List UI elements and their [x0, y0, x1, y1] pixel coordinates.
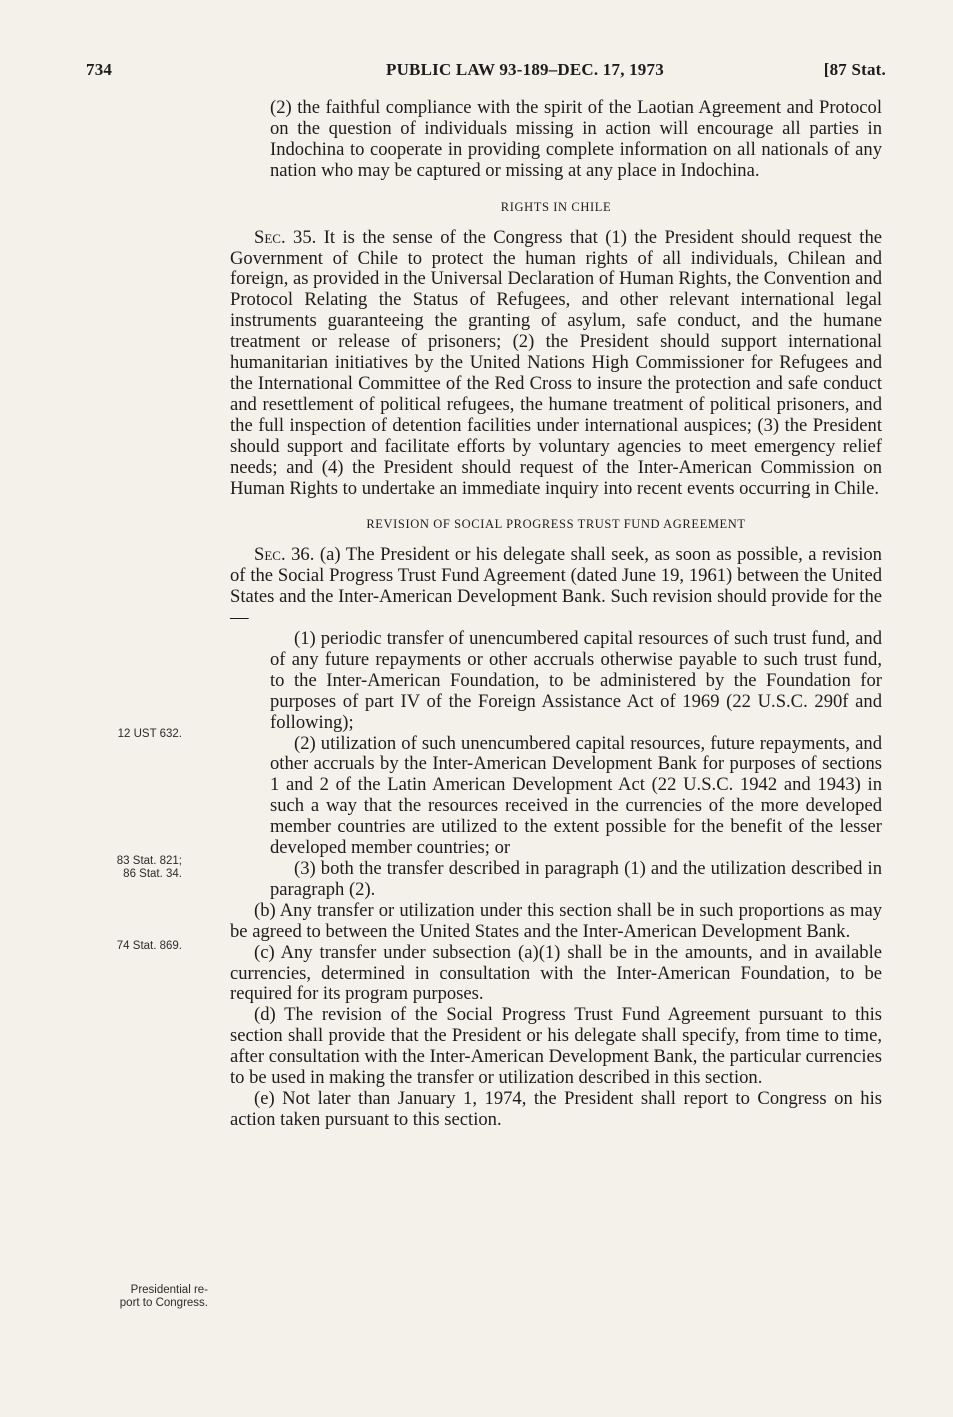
section-36-label: Sec. 36.	[254, 544, 315, 566]
statute-volume: [87 Stat.	[823, 60, 886, 79]
margin-note-stat-821: 83 Stat. 821; 86 Stat. 34.	[116, 855, 182, 880]
page-header	[86, 60, 886, 86]
subsection-d: (d) The revision of the Social Progress Trust Fund Agreement pursuant to this section shall provide that the President or his delegate shall specify, from time to time, after consultation with the Inter-American Development Bank, the particular currencies to be used in making the transfer or utilization described in this section.	[230, 1004, 882, 1089]
running-title: PUBLIC LAW 93-189–DEC. 17, 1973	[386, 60, 664, 79]
paragraph-2-continued: (2) the faithful compliance with the spirit of the Laotian Agreement and Protocol on the question of individuals missing in action will encourage all parties in Indochina to cooperate in providing complete information on all nationals of any nation who may be captured or missing at any place in Indochina.	[270, 97, 882, 181]
subsection-b: (b) Any transfer or utilization under this section shall be in such proportions as may be agreed to between the United States and the Inter-American Development Bank.	[230, 899, 882, 942]
heading-revision-trust-fund: REVISION OF SOCIAL PROGRESS TRUST FUND AGREEMENT	[366, 517, 746, 532]
margin-note-presidential-report: Presidential re- port to Congress.	[119, 1284, 208, 1309]
section-36-text: (a) The President or his delegate shall seek, as soon as possible, a revision of the Social Progress Trust Fund Agreement (dated June 19, 1961) between the United States and the Inter-American Development Bank. Such revision should provide for the—	[230, 544, 882, 629]
subsection-e: (e) Not later than January 1, 1974, the President shall report to Congress on his action taken pursuant to this section.	[230, 1087, 882, 1130]
section-35	[230, 228, 882, 500]
margin-note-stat-869: 74 Stat. 869.	[116, 940, 182, 952]
section-36-a	[230, 545, 882, 629]
section-35-label: Sec. 35.	[254, 226, 317, 248]
subsection-c: (c) Any transfer under subsection (a)(1) shall be in the amounts, and in available currencies, determined in consultation with the Inter-American Foundation, to be required for its program purposes.	[230, 941, 882, 1005]
main-text-column	[230, 98, 882, 1131]
margin-note-ust: 12 UST 632.	[117, 728, 182, 740]
page-number: 734	[86, 60, 113, 79]
heading-rights-in-chile: RIGHTS IN CHILE	[500, 199, 612, 214]
clause-1: (1) periodic transfer of unencumbered capital resources of such trust fund, and of any future repayments or other accruals otherwise payable to such trust fund, to the Inter-American Foundation, to be administered by the Foundation for purposes of part IV of the Foreign Assistance Act of 1969 (22 U.S.C. 290f and following);	[270, 628, 882, 733]
section-35-text: It is the sense of the Congress that (1) the President should request the Government of Chile to protect the human rights of all individuals, Chilean and foreign, as provided in the Universal Declaration of Human Rights, the Convention and Protocol Relating the Status of Refugees, and other relevant international legal instruments guaranteeing the granting of asylum, safe conduct, and the humane treatment or release of prisoners; (2) the President should support international humanitarian initiatives by the United Nations High Commissioner for Refugees and the International Committee of the Red Cross to insure the protection and safe conduct and resettlement of political refugees, the humane treatment of political prisoners, and the full inspection of detention facilities under international auspices; (3) the President should support and facilitate efforts by voluntary agencies to meet emergency relief needs; and (4) the President should request of the Inter-American Commission on Human Rights to undertake an immediate inquiry into recent events occurring in Chile.	[230, 226, 882, 499]
clause-3: (3) both the transfer described in paragraph (1) and the utilization described in paragraph (2).	[270, 858, 882, 900]
clause-2: (2) utilization of such unencumbered capital resources, future repayments, and other accruals by the Inter-American Development Bank for purposes of sections 1 and 2 of the Latin American Development Act (22 U.S.C. 1942 and 1943) in such a way that the resources received in the currencies of the more developed member countries are utilized to the extent possible for the benefit of the lesser developed member countries; or	[270, 732, 882, 859]
